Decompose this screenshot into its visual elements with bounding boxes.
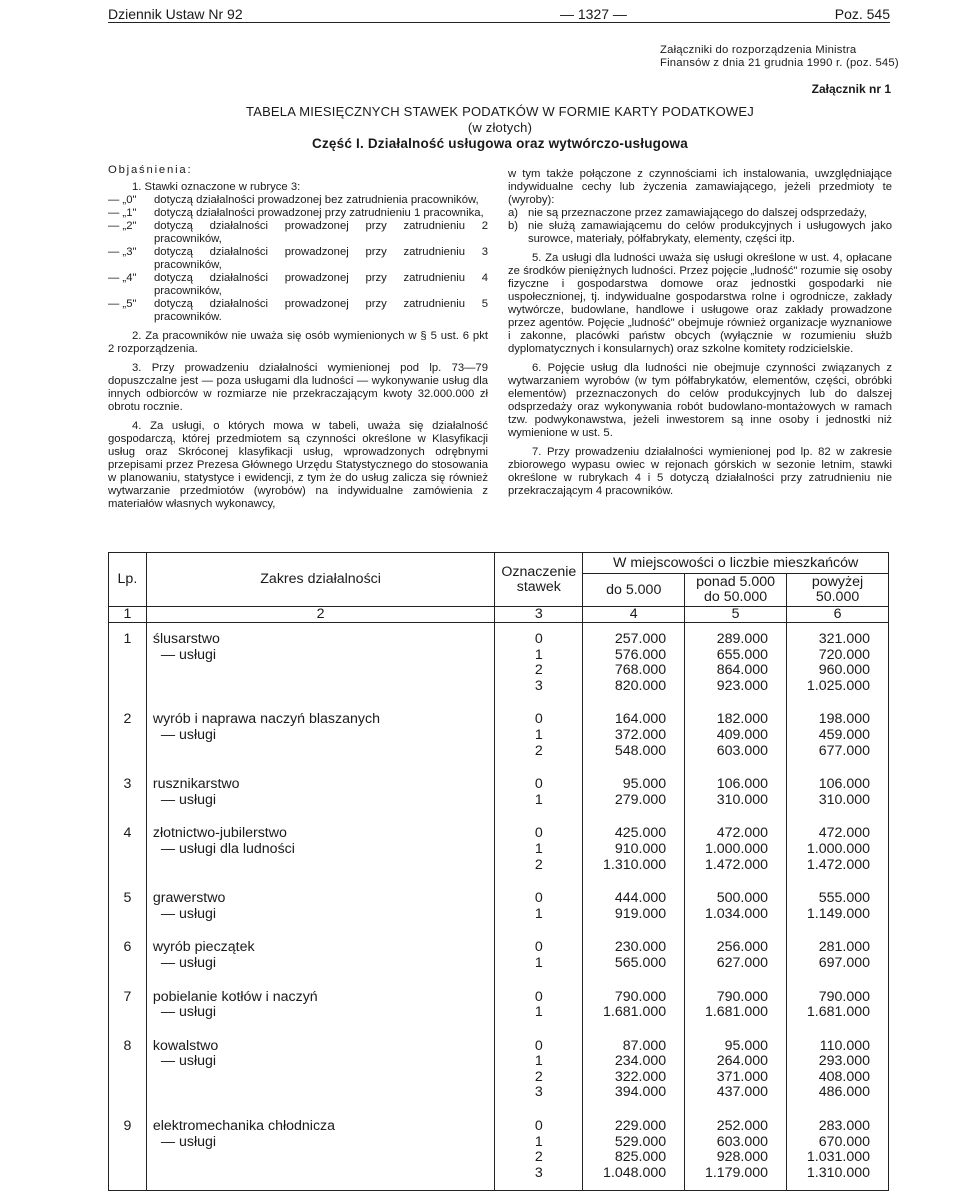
table-row [109,981,889,1006]
activity-group [109,981,889,1030]
rate-symbol: 1 [495,728,583,744]
explanation-5: 5. Za usługi dla ludności uważa się usługi określone w ust. 4, opłacane ze środków pieniężnych ludności. Przez pojęcie „ludność" rozumie się osoby fizyczne i gospodarstwa domowe oraz jednostki gospodarki nie uspołecznionej, tj. indywidualne gospodarstwa rolne i ogrodnicze, zakłady wytwórcze, budowlane, handlowe i usługowe oraz zakłady prowadzone przez agentów. Pojęcie „ludność" obejmuje również organizacje wyznaniowe i zakonne, placówki państw obcych (wyłącznie w rozumieniu służb dyplomatycznych i konsularnych) oraz szkolne komitety rodzicielskie. [508,252,892,355]
rate-up-to-5000: 548.000 [583,744,685,769]
table-row [109,1085,889,1110]
activity-name: rusznikarstwo [146,768,495,793]
rate-symbol: 2 [495,663,583,679]
list-item-text: nie są przeznaczone przez zamawiającego do dalszej odsprzedaży, [528,207,867,219]
rate-over-50000: 1.472.000 [787,858,889,883]
table-row [109,663,889,679]
rate-up-to-5000: 229.000 [583,1110,685,1135]
rate-5000-to-50000: 603.000 [685,744,787,769]
rate-over-50000: 790.000 [787,981,889,1006]
attachment-note: Załączniki do rozporządzenia Ministra Finansów z dnia 21 grudnia 1990 r. (poz. 545) [660,44,899,69]
explanation-1-list-item [108,194,488,207]
explanation-6: 6. Pojęcie usług dla ludności nie obejmuje czynności związanych z wytwarzaniem wyrobów (w tym półfabrykatów, elementów, części, obróbki elementów) przeznaczonych do celów produkcyjnych lub do dalszej odsprzedaży oraz wykonywania robót budowlano-montażowych w ramach tzw. podwykonawstwa, jeżeli inwestorem są inne osoby i jednostki niż wymienione w ust. 5. [508,362,892,439]
header-5000-to-50000: ponad 5.000 do 50.000 [685,574,787,607]
rate-up-to-5000: 1.048.000 [583,1166,685,1191]
rate-5000-to-50000: 790.000 [685,981,787,1006]
rate-symbol: 0 [495,817,583,842]
header-symbol: Oznaczenie stawek [495,553,583,607]
rate-up-to-5000: 322.000 [583,1070,685,1086]
rate-5000-to-50000: 289.000 [685,623,787,648]
table-row [109,648,889,664]
title-line-2: (w złotych) [467,120,533,135]
rate-5000-to-50000: 182.000 [685,703,787,728]
rate-symbol: 1 [495,1054,583,1070]
activity-lp: 4 [109,817,147,842]
rate-symbol: 3 [495,1166,583,1191]
rate-5000-to-50000: 95.000 [685,1030,787,1055]
rate-over-50000: 1.025.000 [787,679,889,704]
activity-group [109,703,889,768]
rate-symbol: 3 [495,679,583,704]
rate-5000-to-50000: 264.000 [685,1054,787,1070]
explanation-2: 2. Za pracowników nie uważa się osób wymienionych w § 5 ust. 6 pkt 2 rozporządzenia. [108,330,488,355]
rate-over-50000: 106.000 [787,768,889,793]
rate-over-50000: 960.000 [787,663,889,679]
rate-symbol: 1 [495,648,583,664]
activity-description: — usługi [160,791,217,808]
rate-symbol: 0 [495,931,583,956]
explanation-4-continued: w tym także połączone z czynnościami ich instalowania, uwzględniające indywidualne cechy lub życzenia zamawiającego, jeżeli przedmioty te (wyroby): [508,168,892,206]
rate-over-50000: 293.000 [787,1054,889,1070]
table-row [109,1030,889,1055]
rate-symbol: 2 [495,1150,583,1166]
rate-symbol: 2 [495,858,583,883]
list-item-marker: b) [508,220,519,232]
header-activity: Zakres działalności [146,553,495,607]
activity-name: złotnictwo-jubilerstwo [146,817,495,842]
rate-over-50000: 1.310.000 [787,1166,889,1191]
explanation-1-list-item [108,220,488,246]
activity-description: — usługi [160,1053,217,1070]
explanation-3: 3. Przy prowadzeniu działalności wymienionej pod lp. 73—79 dopuszczalne jest — poza usługami dla ludności — wykonywanie usług dla innych odbiorców w rozmiarze nie przekraczającym kwoty 32.000.000 zł obrotu rocznie. [108,362,488,413]
rate-up-to-5000: 394.000 [583,1085,685,1110]
explanations-right-column [508,168,892,498]
table-row [109,907,889,932]
rate-5000-to-50000: 923.000 [685,679,787,704]
rate-symbol: 1 [495,842,583,858]
rate-over-50000: 1.031.000 [787,1150,889,1166]
rate-up-to-5000: 919.000 [583,907,685,932]
column-number-row [109,607,889,623]
table-row [109,931,889,956]
list-item-text: dotyczą działalności prowadzonej przy zatrudnieniu 5 pracowników. [154,298,488,323]
rate-5000-to-50000: 655.000 [685,648,787,664]
rate-up-to-5000: 257.000 [583,623,685,648]
activity-group [109,931,889,980]
header-lp: Lp. [109,553,147,607]
rate-over-50000: 555.000 [787,882,889,907]
table-row [109,842,889,858]
table-row [109,1166,889,1191]
table-row [109,1054,889,1070]
activity-name: grawerstwo [146,882,495,907]
rate-5000-to-50000: 928.000 [685,1150,787,1166]
rate-up-to-5000: 768.000 [583,663,685,679]
page-number: — 1327 — [560,6,627,22]
activity-name: wyrób i naprawa naczyń blaszanych [146,703,495,728]
explanation-1-list-item [108,207,488,220]
rate-5000-to-50000: 371.000 [685,1070,787,1086]
list-item-marker: — „5" [108,298,137,310]
activity-description: — usługi [160,1004,217,1021]
list-item-text: dotyczą działalności prowadzonej przy zatrudnieniu 1 pracownika, [154,207,484,219]
table-row [109,1135,889,1151]
activity-description: — usługi [160,1133,217,1150]
rate-over-50000: 110.000 [787,1030,889,1055]
rate-symbol: 2 [495,744,583,769]
rate-up-to-5000: 372.000 [583,728,685,744]
rate-5000-to-50000: 409.000 [685,728,787,744]
rate-symbol: 0 [495,882,583,907]
rate-over-50000: 677.000 [787,744,889,769]
table-row [109,623,889,648]
rate-over-50000: 459.000 [787,728,889,744]
rate-over-50000: 1.681.000 [787,1005,889,1030]
explanations-left-column [108,164,488,511]
rate-5000-to-50000: 1.000.000 [685,842,787,858]
header-up-to-5000: do 5.000 [583,574,685,607]
explanation-1-list-item [108,298,488,324]
list-item-text: dotyczą działalności prowadzonej przy zatrudnieniu 4 pracowników, [154,272,488,297]
column-number: 5 [685,607,787,623]
column-number: 3 [495,607,583,623]
rate-5000-to-50000: 627.000 [685,956,787,981]
header-over-50000: powyżej 50.000 [787,574,889,607]
rate-over-50000: 670.000 [787,1135,889,1151]
rate-symbol: 0 [495,768,583,793]
rate-over-50000: 198.000 [787,703,889,728]
list-item-marker: — „1" [108,207,137,219]
rate-over-50000: 283.000 [787,1110,889,1135]
table-row [109,703,889,728]
rate-up-to-5000: 230.000 [583,931,685,956]
activity-lp: 9 [109,1110,147,1135]
column-number: 4 [583,607,685,623]
table-row [109,744,889,769]
activity-group [109,1110,889,1191]
rate-5000-to-50000: 1.179.000 [685,1166,787,1191]
rate-over-50000: 281.000 [787,931,889,956]
activity-description: — usługi dla ludności [160,840,295,857]
rate-over-50000: 486.000 [787,1085,889,1110]
tax-rates-table [108,552,889,1191]
table-row [109,679,889,704]
rate-over-50000: 1.149.000 [787,907,889,932]
rate-symbol: 1 [495,907,583,932]
activity-lp: 3 [109,768,147,793]
table-row [109,793,889,818]
rate-up-to-5000: 1.310.000 [583,858,685,883]
rate-up-to-5000: 1.681.000 [583,1005,685,1030]
rate-over-50000: 408.000 [787,1070,889,1086]
activity-lp: 2 [109,703,147,728]
rate-symbol: 0 [495,981,583,1006]
activity-group [109,623,889,704]
rate-up-to-5000: 444.000 [583,882,685,907]
rate-symbol: 0 [495,1030,583,1055]
explanation-7: 7. Przy prowadzeniu działalności wymienionej pod lp. 82 w zakresie zbiorowego wypasu owiec w rejonach górskich w sezonie letnim, stawki określone w rubrykach 4 i 5 dotyczą działalności przy zatrudnieniu nie przekraczającym 4 pracowników. [508,446,892,497]
list-item-marker: — „0" [108,194,137,206]
activity-lp: 5 [109,882,147,907]
activity-description: — usługi [160,726,217,743]
table-row [109,768,889,793]
rate-up-to-5000: 820.000 [583,679,685,704]
table-row [109,1070,889,1086]
rate-up-to-5000: 565.000 [583,956,685,981]
table-row [109,1005,889,1030]
list-item-marker: a) [508,207,519,219]
activity-name: ślusarstwo [146,623,495,648]
activity-lp: 8 [109,1030,147,1055]
explanation-4-list [508,207,892,246]
rate-symbol: 0 [495,623,583,648]
activity-name: wyrób pieczątek [146,931,495,956]
rate-5000-to-50000: 1.034.000 [685,907,787,932]
activity-name: elektromechanika chłodnicza [146,1110,495,1135]
rate-over-50000: 310.000 [787,793,889,818]
list-item-text: dotyczą działalności prowadzonej bez zatrudnienia pracowników, [154,194,479,206]
rate-over-50000: 1.000.000 [787,842,889,858]
position-number: Poz. 545 [834,6,890,22]
rate-5000-to-50000: 864.000 [685,663,787,679]
table-row [109,1110,889,1135]
header-rule [108,22,890,23]
activity-lp: 6 [109,931,147,956]
activity-description: — usługi [160,646,217,663]
activity-lp: 7 [109,981,147,1006]
rate-up-to-5000: 825.000 [583,1150,685,1166]
rate-symbol: 3 [495,1085,583,1110]
rate-symbol: 0 [495,703,583,728]
explanation-1-list-item [108,246,488,272]
rate-5000-to-50000: 1.472.000 [685,858,787,883]
rate-up-to-5000: 790.000 [583,981,685,1006]
rate-5000-to-50000: 256.000 [685,931,787,956]
rate-up-to-5000: 576.000 [583,648,685,664]
rate-5000-to-50000: 1.681.000 [685,1005,787,1030]
list-item-text: dotyczą działalności prowadzonej przy zatrudnieniu 3 pracowników, [154,246,488,271]
rate-up-to-5000: 164.000 [583,703,685,728]
rate-over-50000: 720.000 [787,648,889,664]
rate-symbol: 0 [495,1110,583,1135]
rate-5000-to-50000: 252.000 [685,1110,787,1135]
table-row [109,1150,889,1166]
column-number: 6 [787,607,889,623]
rate-symbol: 1 [495,1005,583,1030]
table-title [208,104,792,152]
rate-up-to-5000: 425.000 [583,817,685,842]
rate-over-50000: 697.000 [787,956,889,981]
header-population-group: W miejscowości o liczbie mieszkańców [583,553,889,574]
activity-name: kowalstwo [146,1030,495,1055]
table-row [109,817,889,842]
title-part: Część I. Działalność usługowa oraz wytwórczo-usługowa [312,136,688,151]
rate-symbol: 2 [495,1070,583,1086]
activity-group [109,768,889,817]
activity-description: — usługi [160,954,217,971]
column-number: 1 [109,607,147,623]
rate-over-50000: 472.000 [787,817,889,842]
activity-group [109,1030,889,1110]
activity-description: — usługi [160,905,217,922]
list-item-text: nie służą zamawiającemu do celów produkcyjnych i usługowych jako surowce, materiały, półfabrykaty, elementy, części itp. [528,220,892,245]
rate-up-to-5000: 87.000 [583,1030,685,1055]
annex-number: Załącznik nr 1 [811,82,891,96]
explanation-4-list-item [508,207,892,220]
activity-name: pobielanie kotłów i naczyń [146,981,495,1006]
rate-5000-to-50000: 500.000 [685,882,787,907]
rate-up-to-5000: 95.000 [583,768,685,793]
table-row [109,858,889,883]
rate-over-50000: 321.000 [787,623,889,648]
explanations-heading: Objaśnienia: [108,164,193,176]
list-item-text: dotyczą działalności prowadzonej przy zatrudnieniu 2 pracowników, [154,220,488,245]
list-item-marker: — „2" [108,220,137,232]
explanation-4-list-item [508,220,892,246]
list-item-marker: — „4" [108,272,137,284]
rate-up-to-5000: 910.000 [583,842,685,858]
rate-up-to-5000: 529.000 [583,1135,685,1151]
rate-symbol: 1 [495,1135,583,1151]
journal-name: Dziennik Ustaw Nr 92 [108,6,243,22]
rate-up-to-5000: 234.000 [583,1054,685,1070]
table-row [109,728,889,744]
activity-group [109,882,889,931]
rate-5000-to-50000: 106.000 [685,768,787,793]
list-item-marker: — „3" [108,246,137,258]
rate-5000-to-50000: 437.000 [685,1085,787,1110]
rate-5000-to-50000: 603.000 [685,1135,787,1151]
rate-symbol: 1 [495,793,583,818]
table-row [109,956,889,981]
explanation-1-intro: 1. Stawki oznaczone w rubryce 3: [132,181,301,193]
column-number: 2 [146,607,495,623]
rate-5000-to-50000: 310.000 [685,793,787,818]
explanation-1-list-item [108,272,488,298]
rate-up-to-5000: 279.000 [583,793,685,818]
rate-5000-to-50000: 472.000 [685,817,787,842]
title-line-1: TABELA MIESIĘCZNYCH STAWEK PODATKÓW W FORMIE KARTY PODATKOWEJ [246,104,754,119]
rate-symbol: 1 [495,956,583,981]
activity-group [109,817,889,882]
explanation-4: 4. Za usługi, o których mowa w tabeli, uważa się działalność gospodarczą, której przedmiotem są czynności określone w Klasyfikacji usług oraz Skróconej klasyfikacji usług, wprowadzonych odrębnymi przepisami przez Prezesa Głównego Urzędu Statystycznego do stosowania w planowaniu, statystyce i ewidencji, z tym że do usług zalicza się również wytwarzanie przedmiotów (wyrobów) na indywidualne zamówienia z materiałów własnych wykonawcy, [108,420,488,510]
explanation-1-list [108,194,488,324]
activity-lp: 1 [109,623,147,648]
table-row [109,882,889,907]
